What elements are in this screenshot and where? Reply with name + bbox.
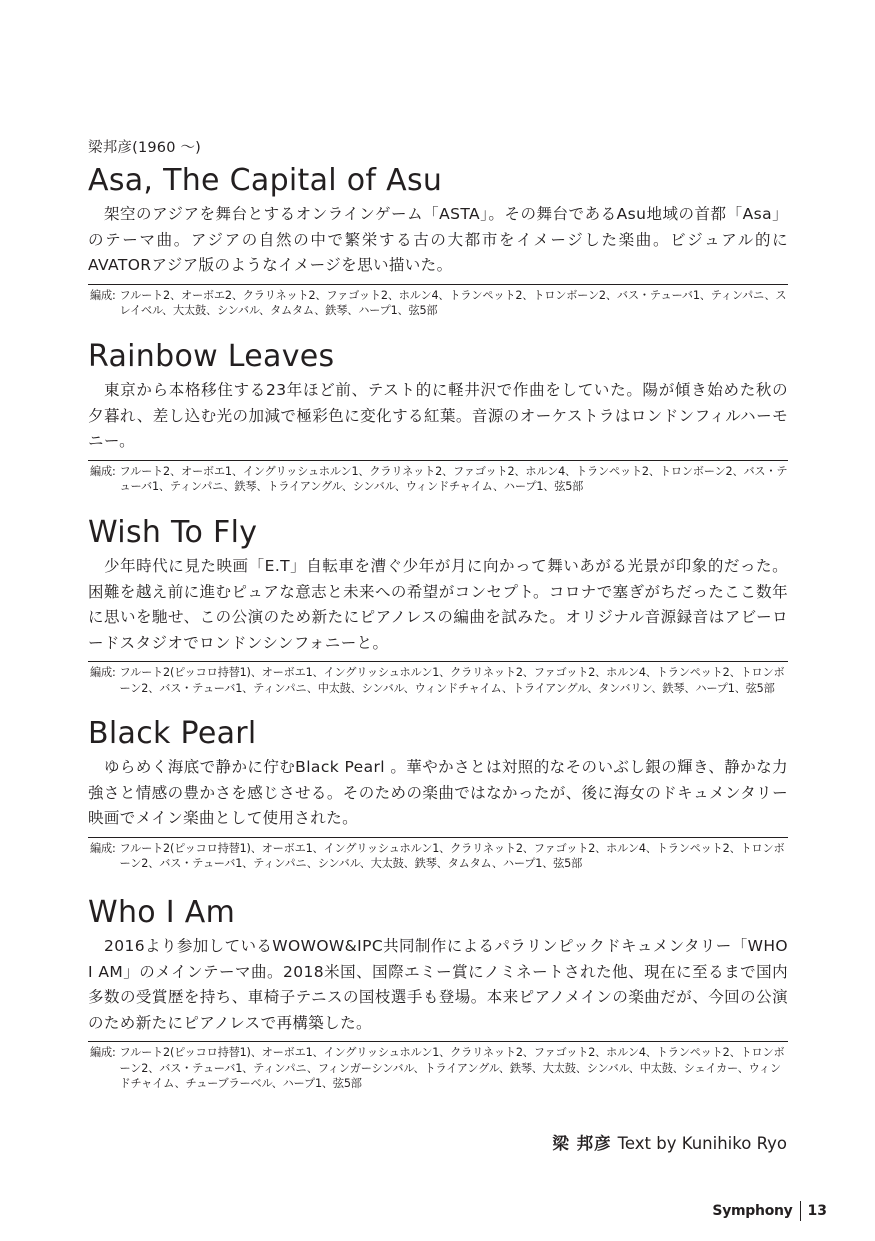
piece-description: 少年時代に見た映画「E.T」自転車を漕ぐ少年が月に向かって舞いあがる光景が印象的だった。困難を越え前に進むピュアな意志と未来への希望がコンセプト。コロナで塞ぎがちだったここ数年に思いを馳せ、この公演のため新たにピアノレスの編曲を試みた。オリジナル音源録音はアビーロードスタジオでロンドンシンフォニーと。 — [88, 557, 788, 652]
instrumentation-text: フルート2(ピッコロ持替1)、オーボエ1、イングリッシュホルン1、クラリネット2、ファゴット2、ホルン4、トランペット2、トロンボーン2、バス・テューバ1、ティンパニ、シンバル、大太鼓、鉄琴、タムタム、ハープ1、弦5部 — [119, 841, 785, 870]
footer-publication-label: Symphony — [712, 1203, 793, 1219]
instrumentation-block — [88, 661, 788, 696]
instrumentation-label: 編成: — [90, 288, 116, 302]
piece-title: Black Pearl — [88, 716, 257, 751]
composer-name: 梁邦彦(1960 〜) — [88, 140, 202, 156]
instrumentation-block — [88, 460, 788, 495]
instrumentation-label: 編成: — [90, 841, 116, 855]
piece-section — [88, 716, 788, 872]
piece-section — [88, 515, 788, 696]
piece-description: 架空のアジアを舞台とするオンラインゲーム「ASTA」。その舞台であるAsu地域の首都「Asa」のテーマ曲。アジアの自然の中で繁栄する古の大都市をイメージした楽曲。ビジュアル的にAVATORアジア版のようなイメージを思い描いた。 — [88, 205, 788, 274]
piece-title: Wish To Fly — [88, 515, 258, 550]
instrumentation-label: 編成: — [90, 464, 116, 478]
piece-section — [88, 163, 788, 319]
piece-description: ゆらめく海底で静かに佇むBlack Pearl 。華やかさとは対照的なそのいぶし銀の輝き、静かな力強さと情感の豊かさを感じさせる。そのための楽曲ではなかったが、後に海女のドキュメンタリー映画でメイン楽曲として使用された。 — [88, 758, 788, 827]
piece-section — [88, 895, 788, 1092]
instrumentation-text: フルート2、オーボエ1、イングリッシュホルン1、クラリネット2、ファゴット2、ホルン4、トランペット2、トロンボーン2、バス・テューバ1、ティンパニ、鉄琴、トライアングル、シンバル、ウィンドチャイム、ハープ1、弦5部 — [119, 464, 788, 493]
piece-section — [88, 339, 788, 495]
piece-title: Asa, The Capital of Asu — [88, 163, 443, 198]
piece-description: 東京から本格移住する23年ほど前、テスト的に軽井沢で作曲をしていた。陽が傾き始めた秋の夕暮れ、差し込む光の加減で極彩色に変化する紅葉。音源のオーケストラはロンドンフィルハーモニー。 — [88, 381, 788, 450]
page-number: 13 — [807, 1203, 827, 1219]
instrumentation-label: 編成: — [90, 666, 116, 679]
instrumentation-text: フルート2(ピッコロ持替1)、オーボエ1、イングリッシュホルン1、クラリネット2、ファゴット2、ホルン4、トランペット2、トロンボーン2、バス・テューバ1、ティンパニ、中太鼓、シンバル、ウィンドチャイム、トライアングル、タンバリン、鉄琴、ハープ1、弦5部 — [119, 666, 785, 695]
page-footer — [712, 1201, 827, 1221]
instrumentation-block — [88, 284, 788, 319]
author-credit — [552, 1130, 787, 1154]
credit-text: Text by Kunihiko Ryo — [617, 1134, 787, 1153]
credit-author-name: 梁 邦彦 — [552, 1134, 612, 1153]
piece-title: Who I Am — [88, 895, 236, 930]
piece-description: 2016より参加しているWOWOW&IPC共同制作によるパラリンピックドキュメンタリー「WHO I AM」のメインテーマ曲。2018米国、国際エミー賞にノミネートされた他、現在に至るまで国内多数の受賞歴を持ち、車椅子テニスの国枝選手も登場。本来ピアノメインの楽曲だが、今回の公演のため新たにピアノレスで再構築した。 — [88, 937, 788, 1032]
footer-divider — [800, 1201, 801, 1221]
instrumentation-text: フルート2(ピッコロ持替1)、オーボエ1、イングリッシュホルン1、クラリネット2、ファゴット2、ホルン4、トランペット2、トロンボーン2、バス・テューバ1、ティンパニ、フィンガーシンバル、トライアングル、鉄琴、大太鼓、シンバル、中太鼓、シェイカー、ウィンドチャイム、チューブラーベル、ハープ1、弦5部 — [119, 1046, 785, 1090]
instrumentation-block — [88, 837, 788, 872]
instrumentation-label: 編成: — [90, 1046, 116, 1059]
instrumentation-block — [88, 1041, 788, 1092]
piece-title: Rainbow Leaves — [88, 339, 335, 374]
instrumentation-text: フルート2、オーボエ2、クラリネット2、ファゴット2、ホルン4、トランペット2、トロンボーン2、バス・テューバ1、ティンパニ、スレイベル、大太鼓、シンバル、タムタム、鉄琴、ハープ1、弦5部 — [119, 288, 787, 317]
